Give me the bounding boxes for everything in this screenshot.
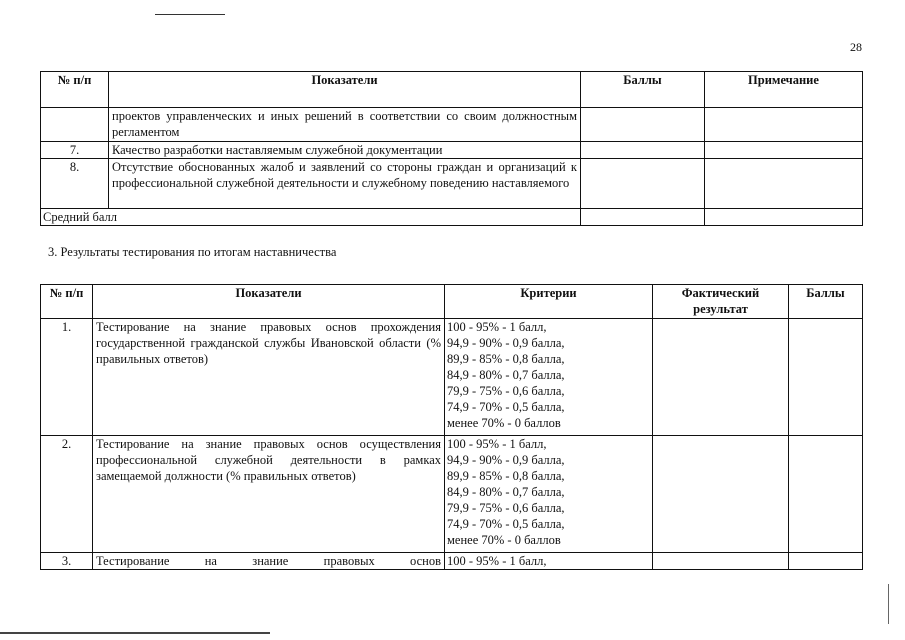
average-label: Средний балл [41, 209, 581, 226]
indicators-table [40, 71, 863, 226]
criteria-line: 100 - 95% - 1 балл, [447, 554, 547, 568]
bottom-rule [0, 632, 270, 634]
table-row [41, 142, 863, 159]
scan-edge-mark [888, 584, 889, 624]
average-points [581, 209, 705, 226]
criteria-line: 94,9 - 90% - 0,9 балла, [447, 336, 565, 350]
col-header-number: № п/п [41, 285, 93, 319]
table-row [41, 319, 863, 436]
row-indicator: Тестирование на знание правовых основ осуществления профессиональной служебной деятельности в рамках замещаемой должности (% правильных ответов) [93, 436, 445, 553]
top-rule [155, 14, 225, 15]
table-row [41, 553, 863, 570]
testing-results-table [40, 284, 863, 570]
criteria-line: 94,9 - 90% - 0,9 балла, [447, 453, 565, 467]
row-indicator: Тестирование на знание правовых основ [93, 553, 445, 570]
table-header-row [41, 285, 863, 319]
criteria-line: 74,9 - 70% - 0,5 балла, [447, 400, 565, 414]
table-row [41, 436, 863, 553]
row-criteria [445, 319, 653, 436]
row-points [789, 553, 863, 570]
row-points [789, 436, 863, 553]
row-points [581, 142, 705, 159]
criteria-line: 89,9 - 85% - 0,8 балла, [447, 469, 565, 483]
criteria-line: 84,9 - 80% - 0,7 балла, [447, 485, 565, 499]
row-indicator: проектов управленческих и иных решений в соответствии со своим должностным регламентом [109, 108, 581, 142]
table-row [41, 108, 863, 142]
row-indicator: Качество разработки наставляемым служебной документации [109, 142, 581, 159]
col-header-note: Примечание [705, 72, 863, 108]
criteria-line: 100 - 95% - 1 балл, [447, 437, 547, 451]
row-actual-result [653, 553, 789, 570]
criteria-line: 79,9 - 75% - 0,6 балла, [447, 501, 565, 515]
row-indicator: Тестирование на знание правовых основ прохождения государственной гражданской службы Ивановской области (% правильных ответов) [93, 319, 445, 436]
row-points [581, 108, 705, 142]
criteria-line: 74,9 - 70% - 0,5 балла, [447, 517, 565, 531]
row-note [705, 159, 863, 209]
criteria-line: менее 70% - 0 баллов [447, 416, 561, 430]
row-criteria [445, 436, 653, 553]
col-header-points: Баллы [581, 72, 705, 108]
criteria-line: 89,9 - 85% - 0,8 балла, [447, 352, 565, 366]
row-number [41, 108, 109, 142]
col-header-indicators: Показатели [93, 285, 445, 319]
row-indicator: Отсутствие обоснованных жалоб и заявлений со стороны граждан и организаций к профессиональной служебной деятельности и служебному поведению наставляемого [109, 159, 581, 209]
row-number: 2. [41, 436, 93, 553]
criteria-line: менее 70% - 0 баллов [447, 533, 561, 547]
row-number: 1. [41, 319, 93, 436]
col-header-points: Баллы [789, 285, 863, 319]
criteria-line: 84,9 - 80% - 0,7 балла, [447, 368, 565, 382]
row-note [705, 108, 863, 142]
row-number: 8. [41, 159, 109, 209]
col-header-number: № п/п [41, 72, 109, 108]
table-row [41, 159, 863, 209]
row-points [789, 319, 863, 436]
page-number: 28 [850, 40, 862, 54]
col-header-actual-result: Фактический результат [653, 285, 789, 319]
row-actual-result [653, 436, 789, 553]
col-header-criteria: Критерии [445, 285, 653, 319]
row-number: 7. [41, 142, 109, 159]
row-note [705, 142, 863, 159]
section-title: 3. Результаты тестирования по итогам наставничества [48, 245, 337, 259]
col-header-indicators: Показатели [109, 72, 581, 108]
average-note [705, 209, 863, 226]
criteria-line: 79,9 - 75% - 0,6 балла, [447, 384, 565, 398]
average-row [41, 209, 863, 226]
row-points [581, 159, 705, 209]
row-criteria [445, 553, 653, 570]
criteria-line: 100 - 95% - 1 балл, [447, 320, 547, 334]
row-number: 3. [41, 553, 93, 570]
row-actual-result [653, 319, 789, 436]
table-header-row [41, 72, 863, 108]
